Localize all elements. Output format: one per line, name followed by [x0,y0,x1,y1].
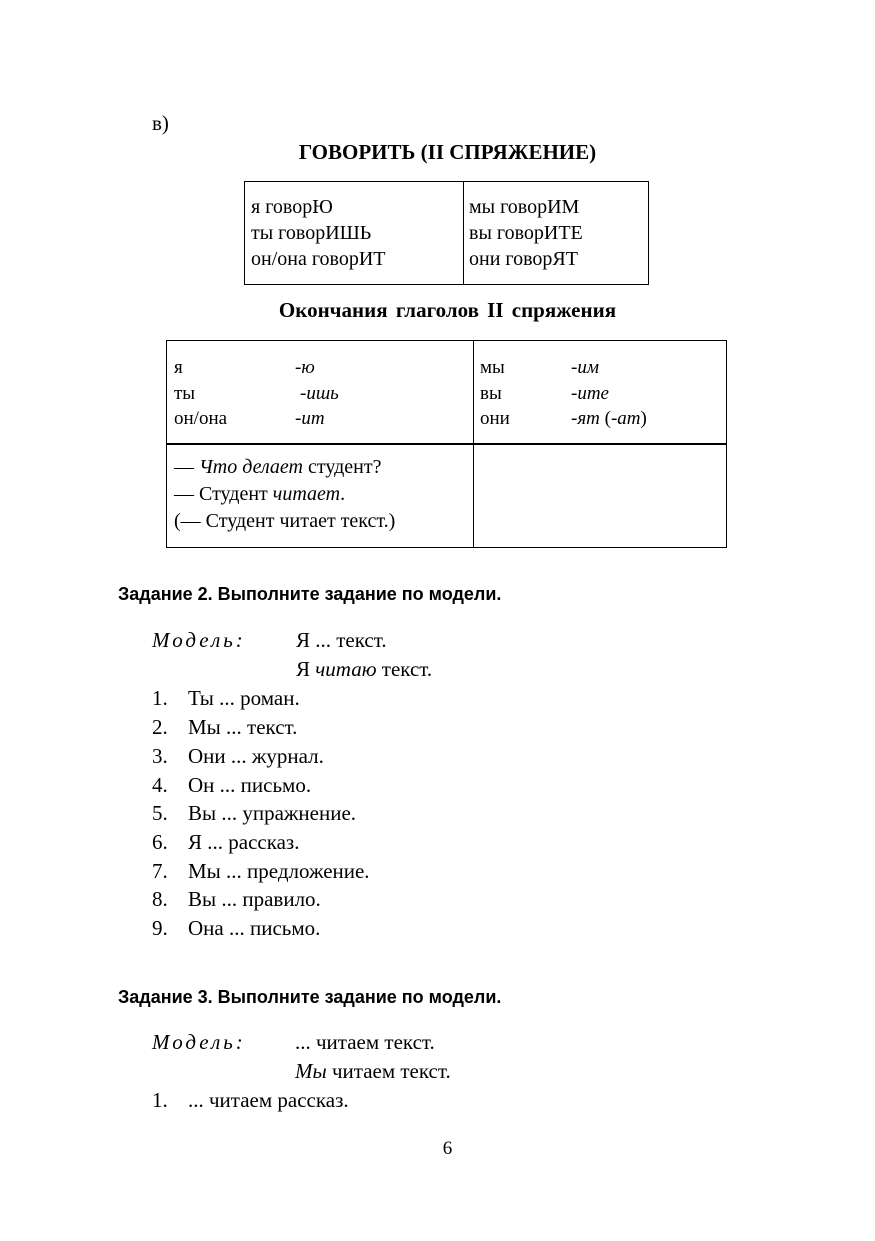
conjugation-table [244,181,649,285]
task2-model-answer [296,657,432,682]
verb-ending: -ите [571,383,609,404]
dialogue-full-answer: (— Студент читает текст.) [174,510,396,532]
conjugation-form: они говорЯТ [469,248,578,270]
task3-heading: Задание 3. Выполните задание по модели. [118,987,502,1007]
verb-ending: -ишь [300,383,339,404]
dialogue-answer [174,483,345,506]
endings-title: Окончания глаголов II спряжения [278,298,617,322]
conjugation-form: я говорЮ [251,196,333,218]
item-number: 6. [152,830,168,854]
conjugation-title: ГОВОРИТЬ (II СПРЯЖЕНИЕ) [298,140,597,164]
conjugation-form: ты говорИШЬ [251,222,372,244]
item-number: 9. [152,916,168,940]
pronoun: вы [480,383,502,404]
conjugation-plural-column [464,182,648,284]
dash: — [174,456,199,478]
pronoun: я [174,357,183,378]
task2-model-label: Модель: [152,628,246,652]
task3-model-prompt: ... читаем текст. [295,1030,435,1054]
item-number: 2. [152,715,168,739]
item-text: Вы ... упражнение. [188,801,357,825]
item-text: Он ... письмо. [188,773,312,797]
verb-ending-alt: -ат [610,408,641,429]
list-item [152,744,324,769]
list-item [152,887,321,912]
task2-heading: Задание 2. Выполните задание по модели. [118,584,502,604]
table-divider [167,443,726,445]
list-item [152,859,370,884]
task3-model-answer [295,1059,451,1084]
model-italic: Мы [295,1059,327,1083]
list-item [152,715,297,740]
conjugation-form: вы говорИТЕ [469,222,583,244]
item-number: 7. [152,859,168,883]
pronoun: они [480,408,510,429]
pronoun: мы [480,357,505,378]
list-item [152,686,300,711]
verb-ending: -ят [571,408,600,429]
model-italic: читаю [315,657,377,681]
list-item [152,773,311,798]
item-text: Вы ... правило. [188,887,321,911]
item-number: 1. [152,1088,168,1112]
dialogue-text: — Студент [174,483,273,505]
list-item [152,1088,349,1113]
item-text: Она ... письмо. [188,916,321,940]
pronoun: ты [174,383,196,404]
dialogue-text: студент? [302,456,382,478]
pronoun: он/она [174,408,228,429]
conjugation-form: мы говорИМ [469,196,580,218]
page-number: 6 [442,1138,453,1159]
item-text: Они ... журнал. [188,744,324,768]
item-number: 4. [152,773,168,797]
verb-ending-group [571,408,647,430]
item-number: 8. [152,887,168,911]
paren-close: ) [640,408,647,429]
dialogue-italic: Что делает [199,456,303,478]
item-text: Ты ... роман. [188,686,300,710]
conjugation-form: он/она говорИТ [251,248,386,270]
item-number: 5. [152,801,168,825]
endings-table [166,340,727,548]
task2-model-prompt: Я ... текст. [296,628,387,652]
list-item [152,830,299,855]
verb-ending: -им [571,357,599,378]
item-number: 1. [152,686,168,710]
item-text: Мы ... предложение. [188,859,370,883]
verb-ending: -ит [295,408,325,429]
task3-model-label: Модель: [152,1030,246,1054]
model-text: Я [296,657,316,681]
model-text: текст. [376,657,433,681]
paren-open: ( [599,408,611,429]
model-text: читаем текст. [326,1059,451,1083]
item-text: Я ... рассказ. [188,830,300,854]
conjugation-singular-column [245,182,464,284]
list-item [152,916,320,941]
section-letter: в) [152,111,169,135]
item-text: ... читаем рассказ. [188,1088,349,1112]
dialogue-text: . [340,483,346,505]
verb-ending: -ю [295,357,315,378]
list-item [152,801,356,826]
dialogue-question [174,456,381,479]
item-number: 3. [152,744,168,768]
item-text: Мы ... текст. [188,715,298,739]
dialogue-italic: читает [272,483,341,505]
